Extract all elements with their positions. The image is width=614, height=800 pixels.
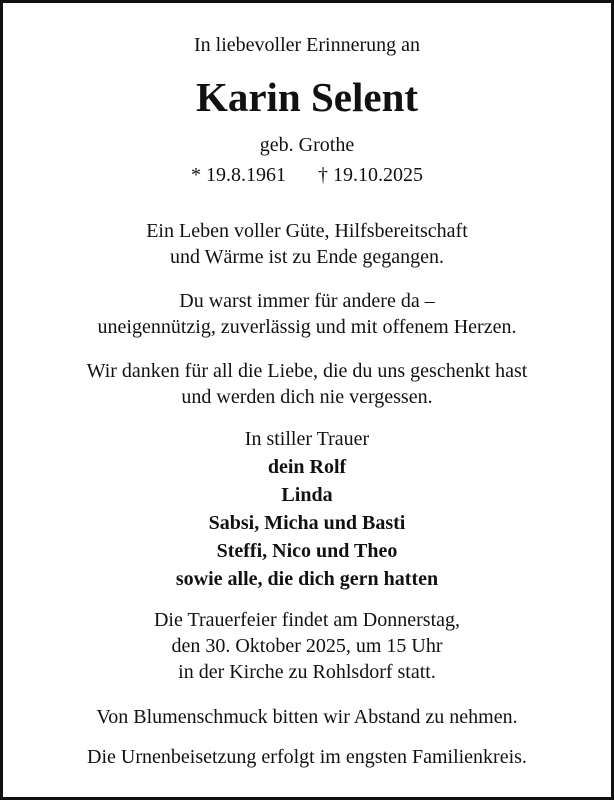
- mourning-intro: In stiller Trauer: [244, 428, 370, 450]
- tribute-line: uneigennützig, zuverlässig und mit offenem Herzen.: [97, 316, 517, 338]
- mourner-line: sowie alle, die dich gern hatten: [175, 568, 439, 590]
- tribute-line: Wir danken für all die Liebe, die du uns geschenkt hast: [86, 360, 528, 382]
- mourner-line: Sabsi, Micha und Basti: [208, 512, 406, 534]
- maiden-name: geb. Grothe: [259, 134, 355, 156]
- service-line: den 30. Oktober 2025, um 15 Uhr: [171, 635, 443, 657]
- mourner-line: dein Rolf: [267, 456, 347, 478]
- tribute-line: Ein Leben voller Güte, Hilfsbereitschaft: [146, 220, 468, 242]
- burial-note: Die Urnenbeisetzung erfolgt im engsten Familienkreis.: [87, 746, 527, 768]
- deceased-name: Karin Selent: [195, 74, 419, 120]
- mourner-line: Steffi, Nico und Theo: [216, 540, 398, 562]
- flowers-note: Von Blumenschmuck bitten wir Abstand zu nehmen.: [96, 706, 518, 728]
- tribute-line: und werden dich nie vergessen.: [181, 386, 433, 408]
- service-line: Die Trauerfeier findet am Donnerstag,: [153, 609, 460, 631]
- intro-line: In liebevoller Erinnerung an: [193, 34, 421, 56]
- birth-date: * 19.8.1961: [191, 164, 286, 186]
- mourner-line: Linda: [281, 484, 333, 506]
- tribute-line: Du warst immer für andere da –: [179, 290, 435, 312]
- death-date: † 19.10.2025: [318, 164, 423, 186]
- tribute-line: und Wärme ist zu Ende gegangen.: [170, 246, 444, 268]
- service-line: in der Kirche zu Rohlsdorf statt.: [178, 661, 436, 683]
- life-dates: [3, 164, 611, 187]
